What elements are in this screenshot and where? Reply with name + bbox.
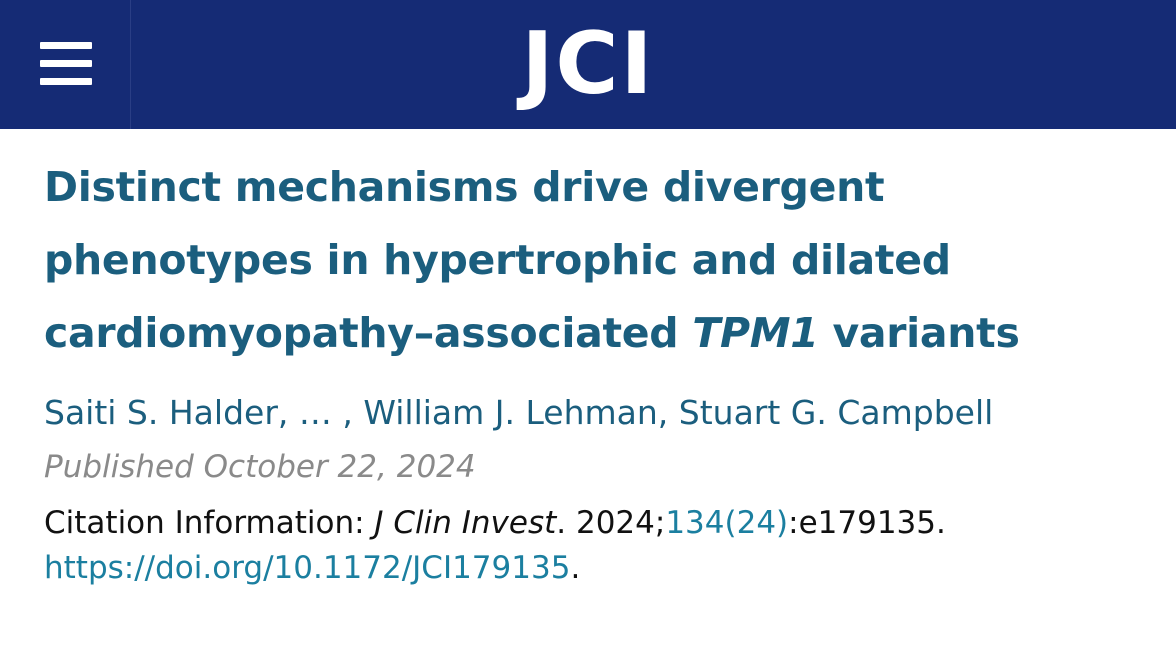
article-authors[interactable]: Saiti S. Halder, … , William J. Lehman, Stuart G. Campbell [44, 392, 994, 432]
article-title-gene: TPM1 [692, 308, 819, 357]
citation-article-id: :e179135. [788, 505, 946, 542]
next-line-clipped [44, 591, 1132, 609]
citation-year: . 2024; [556, 505, 666, 542]
doi-line [44, 546, 1132, 591]
site-header [0, 0, 1176, 129]
article-title [44, 151, 1132, 370]
doi-link[interactable]: https://doi.org/10.1172/JCI179135 [44, 550, 571, 587]
citation-volume-issue-link[interactable]: 134(24) [665, 505, 789, 542]
jci-logo[interactable]: JCI [521, 14, 655, 114]
article-header-block [0, 129, 1176, 609]
citation-label: Citation Information: [44, 505, 375, 542]
article-title-part1: Distinct mechanisms drive divergent phenotypes in hypertrophic and dilated cardiomyopathy–associated [44, 163, 951, 357]
citation-journal-name: J Clin Invest [374, 505, 557, 542]
article-title-part2: variants [818, 308, 1020, 357]
publication-date: Published October 22, 2024 [44, 448, 476, 485]
doi-period: . [570, 550, 581, 587]
citation-information [44, 501, 1132, 546]
